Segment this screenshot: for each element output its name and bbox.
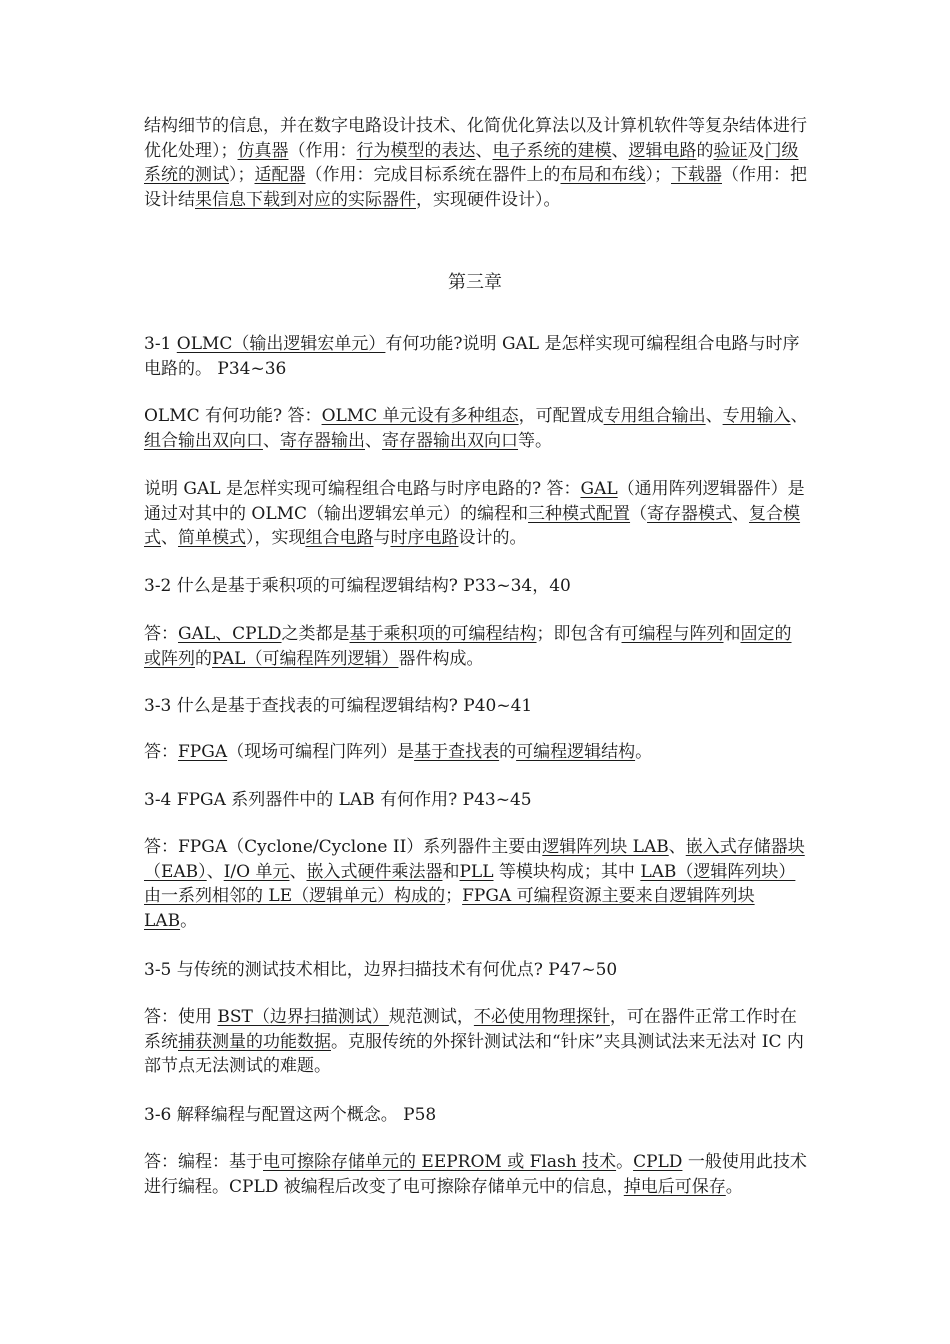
- text-run: ；: [445, 886, 463, 907]
- underlined-term: 可编程逻辑结构: [516, 742, 636, 762]
- text-run: 、: [705, 406, 723, 426]
- underlined-term: 复合模式: [144, 503, 801, 549]
- text-run: ，可配置成: [518, 406, 604, 426]
- underlined-term: 嵌入式硬件乘法器: [306, 861, 443, 882]
- underlined-term: 果信息下载到对应的实际器件: [195, 189, 416, 210]
- underlined-term: 寄存器输出: [280, 430, 365, 451]
- underlined-term: 行为模型的表达: [356, 140, 476, 161]
- underlined-term: 可编程与阵列: [621, 624, 724, 644]
- text-run: 答：FPGA（Cyclone/Cyclone II）系列器件主要由: [144, 837, 543, 857]
- underlined-term: 验证: [713, 140, 748, 161]
- underlined-term: PLL: [459, 861, 494, 882]
- text-run: ）；: [645, 165, 671, 186]
- text-run: 等。: [518, 430, 552, 451]
- underlined-term: 适配器: [254, 165, 306, 186]
- question-3-4: 3-4 FPGA 系列器件中的 LAB 有何作用? P43~45: [144, 790, 532, 810]
- text-run: ）；: [229, 165, 255, 186]
- text-run: 、: [206, 861, 224, 882]
- intro-paragraph: [144, 114, 808, 212]
- text-run: 、: [161, 528, 178, 549]
- text-run: （作用：: [288, 140, 357, 161]
- text-run: 答：编程：基于: [144, 1152, 263, 1172]
- text-run: （作用：把设计结: [144, 165, 807, 210]
- underlined-term: 门级系统的测试: [144, 140, 799, 186]
- text-run: 3-1: [144, 334, 177, 354]
- text-run: 。: [725, 1176, 743, 1197]
- text-run: （作用：完成目标系统在器件上的: [305, 165, 561, 186]
- question-3-2: 3-2 什么是基于乘积项的可编程逻辑结构? P33~34，40: [144, 576, 571, 596]
- text-run: 与: [373, 528, 391, 549]
- text-run: 和: [723, 624, 741, 644]
- underlined-term: OLMC（输出逻辑宏单元）: [176, 334, 386, 354]
- underlined-term: 仿真器: [237, 140, 289, 161]
- text-run: 。克服传统的外探针测试法和“针床”夹具测试法来无法对 IC 内部节点无法测试的难题。: [144, 1031, 804, 1077]
- text-run: 的: [195, 648, 212, 669]
- underlined-term: 组合输出双向口: [144, 430, 263, 451]
- underlined-term: 捕获测量的功能数据: [178, 1031, 331, 1052]
- text-run: ；即包含有: [536, 624, 622, 644]
- text-run: 、: [263, 430, 280, 451]
- text-run: 、: [365, 430, 382, 451]
- underlined-term: 基于乘积项的可编程结构: [349, 624, 537, 644]
- underlined-term: 电可擦除存储单元的 EEPROM 或 Flash 技术: [263, 1152, 617, 1172]
- underlined-term: 寄存器输出双向口: [382, 430, 518, 451]
- text-run: 说明 GAL 是怎样实现可编程组合电路与时序电路的? 答：: [144, 479, 581, 499]
- text-run: 、: [289, 861, 307, 882]
- text-run: 等模块构成；其中: [493, 861, 641, 882]
- text-run: 设计的。: [458, 528, 527, 549]
- underlined-term: 掉电后可保存: [623, 1176, 726, 1197]
- text-run: 答：: [144, 624, 178, 644]
- text-run: 。: [635, 742, 653, 762]
- question-3-1: [144, 332, 808, 381]
- underlined-term: PAL（可编程阵列逻辑）: [212, 648, 399, 669]
- underlined-term: OLMC 单元设有多种组态: [321, 406, 519, 426]
- text-run: OLMC 有何功能? 答：: [144, 406, 322, 426]
- text-run: 答：: [144, 742, 178, 762]
- text-run: 、: [668, 837, 686, 857]
- underlined-term: FPGA 可编程资源主要来自逻辑阵列块 LAB: [144, 886, 755, 931]
- underlined-term: 三种模式配置: [528, 503, 631, 524]
- question-3-5: 3-5 与传统的测试技术相比，边界扫描技术有何优点? P47~50: [144, 960, 618, 980]
- underlined-term: GAL、CPLD: [178, 624, 282, 644]
- text-run: ），实现: [246, 528, 306, 549]
- underlined-term: LAB（逻辑阵列块）由一系列相邻的 LE（逻辑单元）构成的: [144, 861, 796, 907]
- underlined-term: 寄存器模式: [647, 503, 733, 524]
- text-run: 一般使用此技术进行编程。CPLD 被编程后改变了电可擦除存储单元中的信息，: [144, 1152, 807, 1197]
- underlined-term: 专用输入: [722, 406, 791, 426]
- text-run: 有何功能?说明 GAL 是怎样实现可编程组合电路与时序电路的。 P34~36: [144, 334, 800, 379]
- answer-3-2: [144, 622, 808, 671]
- answer-3-1-gal: [144, 477, 808, 551]
- underlined-term: 简单模式: [178, 528, 246, 549]
- text-run: 、: [732, 503, 750, 524]
- text-run: ，可在器件正常工作时在系统: [144, 1007, 797, 1052]
- underlined-term: 专用组合输出: [603, 406, 706, 426]
- underlined-term: I/O 单元: [223, 861, 290, 882]
- chapter-title: 第三章: [448, 272, 502, 293]
- text-run: （通用阵列逻辑器件）是通过对其中的 OLMC（输出逻辑宏单元）的编程和: [144, 479, 805, 524]
- underlined-term: 逻辑阵列块 LAB: [542, 837, 669, 857]
- text-run: 的: [696, 140, 714, 161]
- text-run: 是: [397, 742, 415, 762]
- answer-3-3: [144, 740, 808, 765]
- text-run: 之类都是: [281, 624, 350, 644]
- answer-3-6: [144, 1150, 808, 1199]
- text-run: 和: [442, 861, 460, 882]
- underlined-term: 时序电路: [390, 528, 459, 549]
- underlined-term: 电子系统的建模: [492, 140, 612, 161]
- underlined-term: BST（边界扫描测试）: [217, 1007, 389, 1027]
- text-run: 结构细节的信息，并在数字电路设计技术、化简优化算法以及计算机软件等复杂结体进行优化处理）；: [144, 116, 807, 161]
- text-run: ，实现硬件设计）。: [416, 189, 561, 210]
- underlined-term: CPLD: [633, 1152, 683, 1172]
- answer-3-1-olmc: [144, 404, 808, 453]
- text-run: 。: [180, 910, 198, 931]
- text-run: 、: [475, 140, 493, 161]
- underlined-term: 不必使用物理探针: [473, 1007, 610, 1027]
- text-run: 。: [616, 1152, 634, 1172]
- underlined-term: 基于查找表: [414, 742, 500, 762]
- text-run: 、: [790, 406, 808, 426]
- underlined-term: 组合电路: [305, 528, 374, 549]
- question-3-3: 3-3 什么是基于查找表的可编程逻辑结构? P40~41: [144, 696, 533, 716]
- text-run: 器件构成。: [398, 648, 484, 669]
- text-run: 答：使用: [144, 1007, 218, 1027]
- answer-3-5: [144, 1005, 808, 1079]
- answer-3-4: [144, 835, 808, 933]
- underlined-term: FPGA: [178, 742, 228, 762]
- underlined-term: 下载器: [671, 165, 722, 186]
- text-run: 规范测试，: [388, 1007, 474, 1027]
- text-run: 、: [611, 140, 629, 161]
- text-run: （: [630, 503, 648, 524]
- underlined-term: 布局和布线: [560, 165, 646, 186]
- underlined-term: GAL: [580, 479, 618, 499]
- text-run: （现场可编程门阵列）: [227, 742, 398, 762]
- text-run: 的: [499, 742, 517, 762]
- text-run: 及: [747, 140, 765, 161]
- underlined-term: 嵌入式存储器块（EAB）: [144, 837, 805, 882]
- question-3-6: 3-6 解释编程与配置这两个概念。 P58: [144, 1105, 437, 1125]
- underlined-term: 逻辑电路: [628, 140, 697, 161]
- underlined-term: 固定的或阵列: [144, 624, 792, 669]
